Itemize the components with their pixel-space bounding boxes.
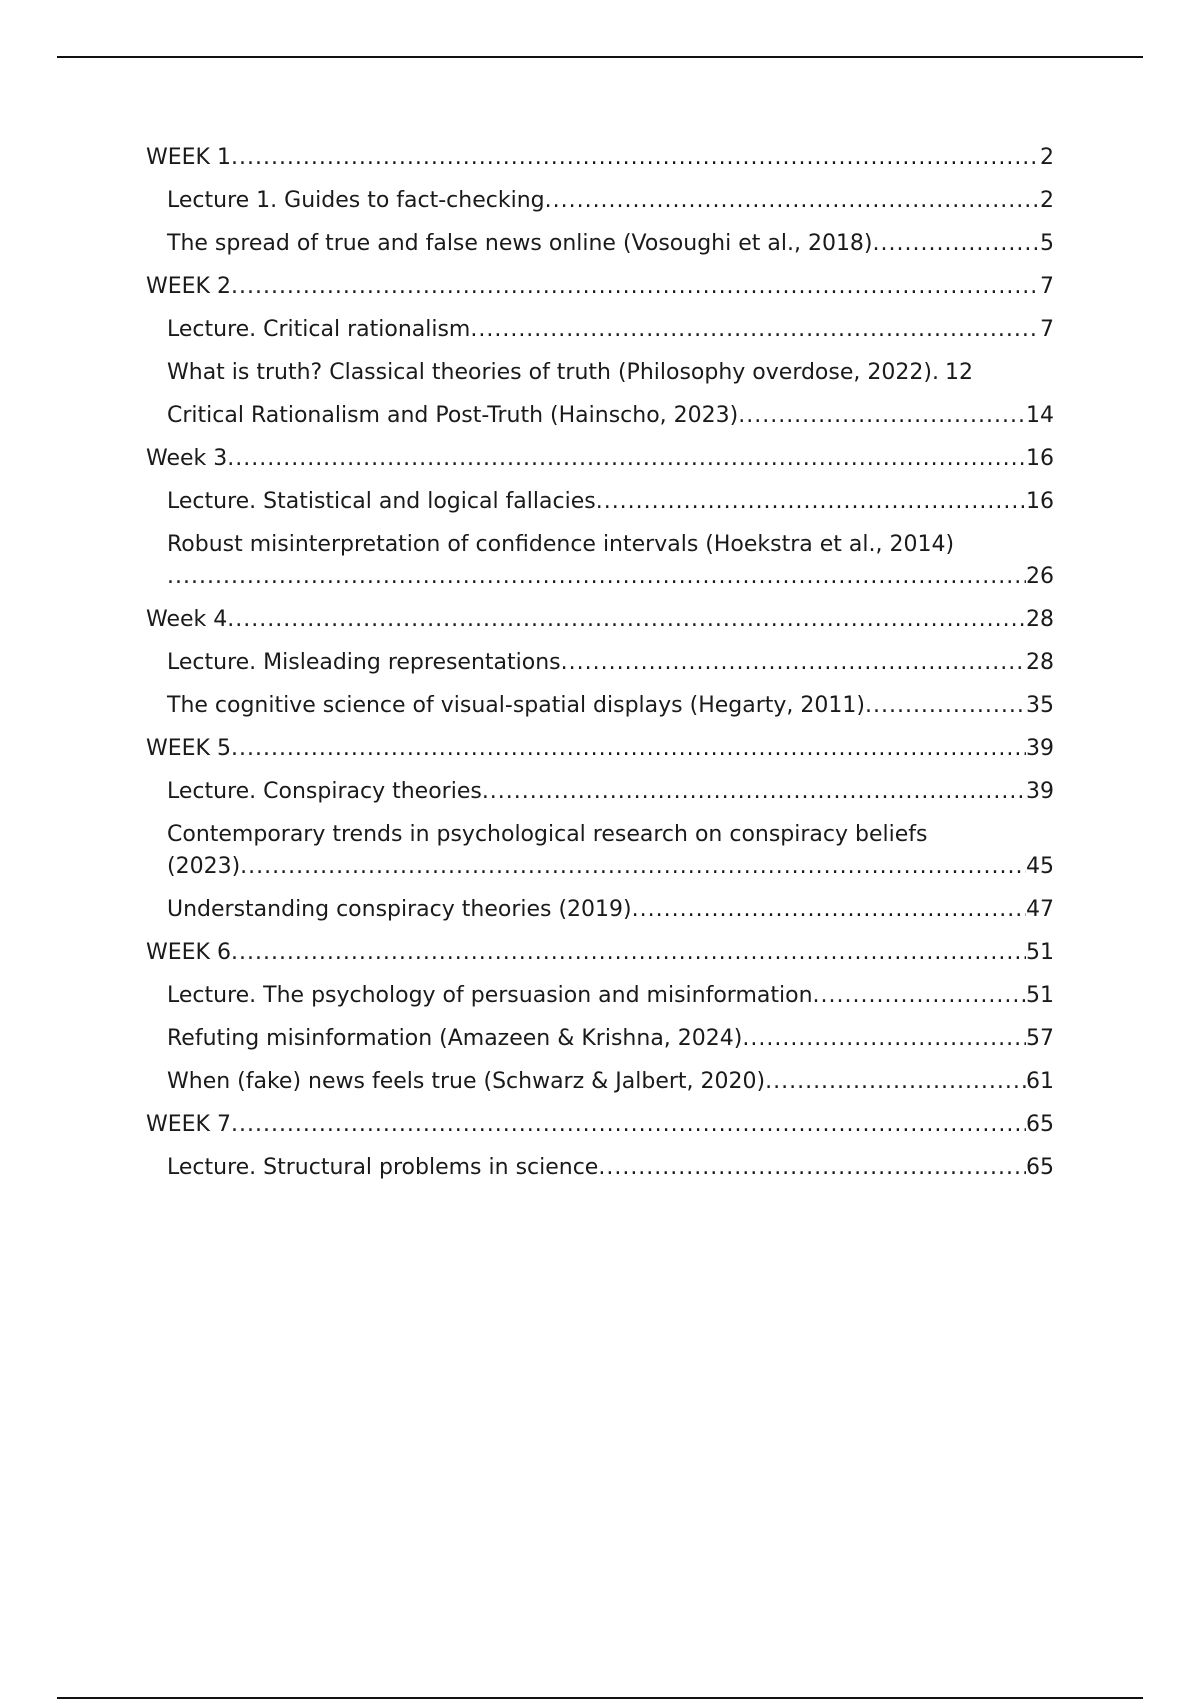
toc-entry-week-5[interactable]	[146, 733, 1054, 765]
header-rule	[57, 56, 1143, 58]
toc-entry[interactable]	[146, 690, 1054, 722]
toc-page-number: 28	[1026, 607, 1054, 632]
toc-entry[interactable]	[146, 529, 1054, 593]
toc-entry-title: Lecture. Misleading representations	[167, 650, 561, 675]
toc-page-number: 39	[1026, 736, 1054, 761]
footer-rule	[57, 1697, 1143, 1699]
toc-leader	[632, 894, 1026, 926]
toc-entry-title: Lecture. Statistical and logical fallacies	[167, 489, 596, 514]
toc-entry[interactable]	[146, 185, 1054, 217]
toc-page-number: 51	[1026, 983, 1054, 1008]
toc-page-number: 2	[1040, 145, 1054, 170]
toc-page-number: 12	[944, 360, 973, 385]
toc-page-number: 45	[1026, 854, 1054, 879]
toc-leader	[231, 733, 1026, 765]
toc-entry-title: When (fake) news feels true (Schwarz & Jalbert, 2020)	[167, 1069, 766, 1094]
toc-entry[interactable]	[146, 314, 1054, 346]
toc-entry[interactable]	[146, 647, 1054, 679]
toc-page-number: 2	[1040, 188, 1054, 213]
toc-entry-title: What is truth? Classical theories of truth (Philosophy overdose, 2022).	[167, 360, 939, 385]
toc-entry-title: WEEK 1	[146, 145, 231, 170]
toc-entry[interactable]	[146, 357, 1054, 389]
toc-entry[interactable]	[146, 486, 1054, 518]
toc-leader	[231, 937, 1026, 969]
toc-entry-title: Lecture. Conspiracy theories	[167, 779, 482, 804]
toc-page-number: 35	[1026, 693, 1054, 718]
toc-leader	[227, 604, 1026, 636]
toc-entry[interactable]	[146, 1023, 1054, 1055]
toc-entry-week-3[interactable]	[146, 443, 1054, 475]
toc-entry-title: Lecture. Critical rationalism	[167, 317, 471, 342]
toc-entry[interactable]	[146, 776, 1054, 808]
toc-page-number: 65	[1026, 1112, 1054, 1137]
toc-leader	[231, 271, 1040, 303]
toc-entry[interactable]	[146, 228, 1054, 260]
toc-entry-title: Lecture. Structural problems in science	[167, 1155, 599, 1180]
toc-leader	[240, 851, 1026, 883]
toc-entry-title: Lecture. The psychology of persuasion and misinformation	[167, 983, 813, 1008]
toc-page-number: 65	[1026, 1155, 1054, 1180]
toc-entry-title: Week 3	[146, 446, 228, 471]
toc-entry[interactable]	[146, 1066, 1054, 1098]
toc-page-number: 47	[1026, 897, 1054, 922]
toc-entry[interactable]	[146, 1152, 1054, 1184]
toc-leader	[873, 228, 1040, 260]
toc-entry-week-6[interactable]	[146, 937, 1054, 969]
toc-leader	[227, 443, 1026, 475]
toc-leader	[596, 486, 1026, 518]
toc-entry[interactable]	[146, 819, 1054, 883]
toc-leader	[742, 1023, 1026, 1055]
toc-entry-title: Understanding conspiracy theories (2019)	[167, 897, 632, 922]
toc-entry-title: Lecture 1. Guides to fact-checking	[167, 188, 545, 213]
toc-leader	[865, 690, 1026, 722]
toc-entry-title: The cognitive science of visual-spatial displays (Hegarty, 2011)	[167, 693, 865, 718]
toc-page-number: 28	[1026, 650, 1054, 675]
toc-page-number: 7	[1040, 317, 1054, 342]
table-of-contents	[146, 142, 1054, 1195]
toc-entry-title: Week 4	[146, 607, 228, 632]
toc-page-number: 14	[1026, 403, 1054, 428]
toc-leader	[167, 561, 1026, 593]
toc-entry-title: The spread of true and false news online (Vosoughi et al., 2018)	[167, 231, 873, 256]
toc-page-number: 57	[1026, 1026, 1054, 1051]
toc-entry[interactable]	[146, 980, 1054, 1012]
toc-entry-week-4[interactable]	[146, 604, 1054, 636]
toc-page-number: 26	[1026, 564, 1054, 589]
toc-entry-title: Robust misinterpretation of confidence intervals (Hoekstra et al., 2014)	[167, 532, 955, 557]
toc-leader	[545, 185, 1040, 217]
toc-leader	[813, 980, 1026, 1012]
toc-page-number: 61	[1026, 1069, 1054, 1094]
toc-entry-title: WEEK 2	[146, 274, 231, 299]
toc-entry-title: WEEK 7	[146, 1112, 231, 1137]
toc-leader	[738, 400, 1026, 432]
toc-entry-title-continued: (2023)	[167, 854, 241, 879]
toc-page-number: 51	[1026, 940, 1054, 965]
toc-page-number: 7	[1040, 274, 1054, 299]
toc-entry-title: WEEK 5	[146, 736, 231, 761]
toc-entry-week-2[interactable]	[146, 271, 1054, 303]
toc-entry-title: Refuting misinformation (Amazeen & Krishna, 2024)	[167, 1026, 743, 1051]
toc-entry-week-1[interactable]	[146, 142, 1054, 174]
toc-leader	[231, 142, 1040, 174]
toc-leader	[482, 776, 1026, 808]
toc-entry-title: Critical Rationalism and Post-Truth (Hainscho, 2023)	[167, 403, 739, 428]
toc-leader	[231, 1109, 1026, 1141]
toc-page-number: 16	[1026, 489, 1054, 514]
toc-page-number: 39	[1026, 779, 1054, 804]
toc-leader	[561, 647, 1026, 679]
toc-entry-title: Contemporary trends in psychological research on conspiracy beliefs	[167, 822, 928, 847]
toc-entry[interactable]	[146, 894, 1054, 926]
toc-entry-week-7[interactable]	[146, 1109, 1054, 1141]
toc-leader	[598, 1152, 1026, 1184]
toc-page-number: 16	[1026, 446, 1054, 471]
toc-entry-title: WEEK 6	[146, 940, 231, 965]
toc-entry[interactable]	[146, 400, 1054, 432]
toc-page-number: 5	[1040, 231, 1054, 256]
toc-leader	[470, 314, 1040, 346]
toc-leader	[765, 1066, 1026, 1098]
